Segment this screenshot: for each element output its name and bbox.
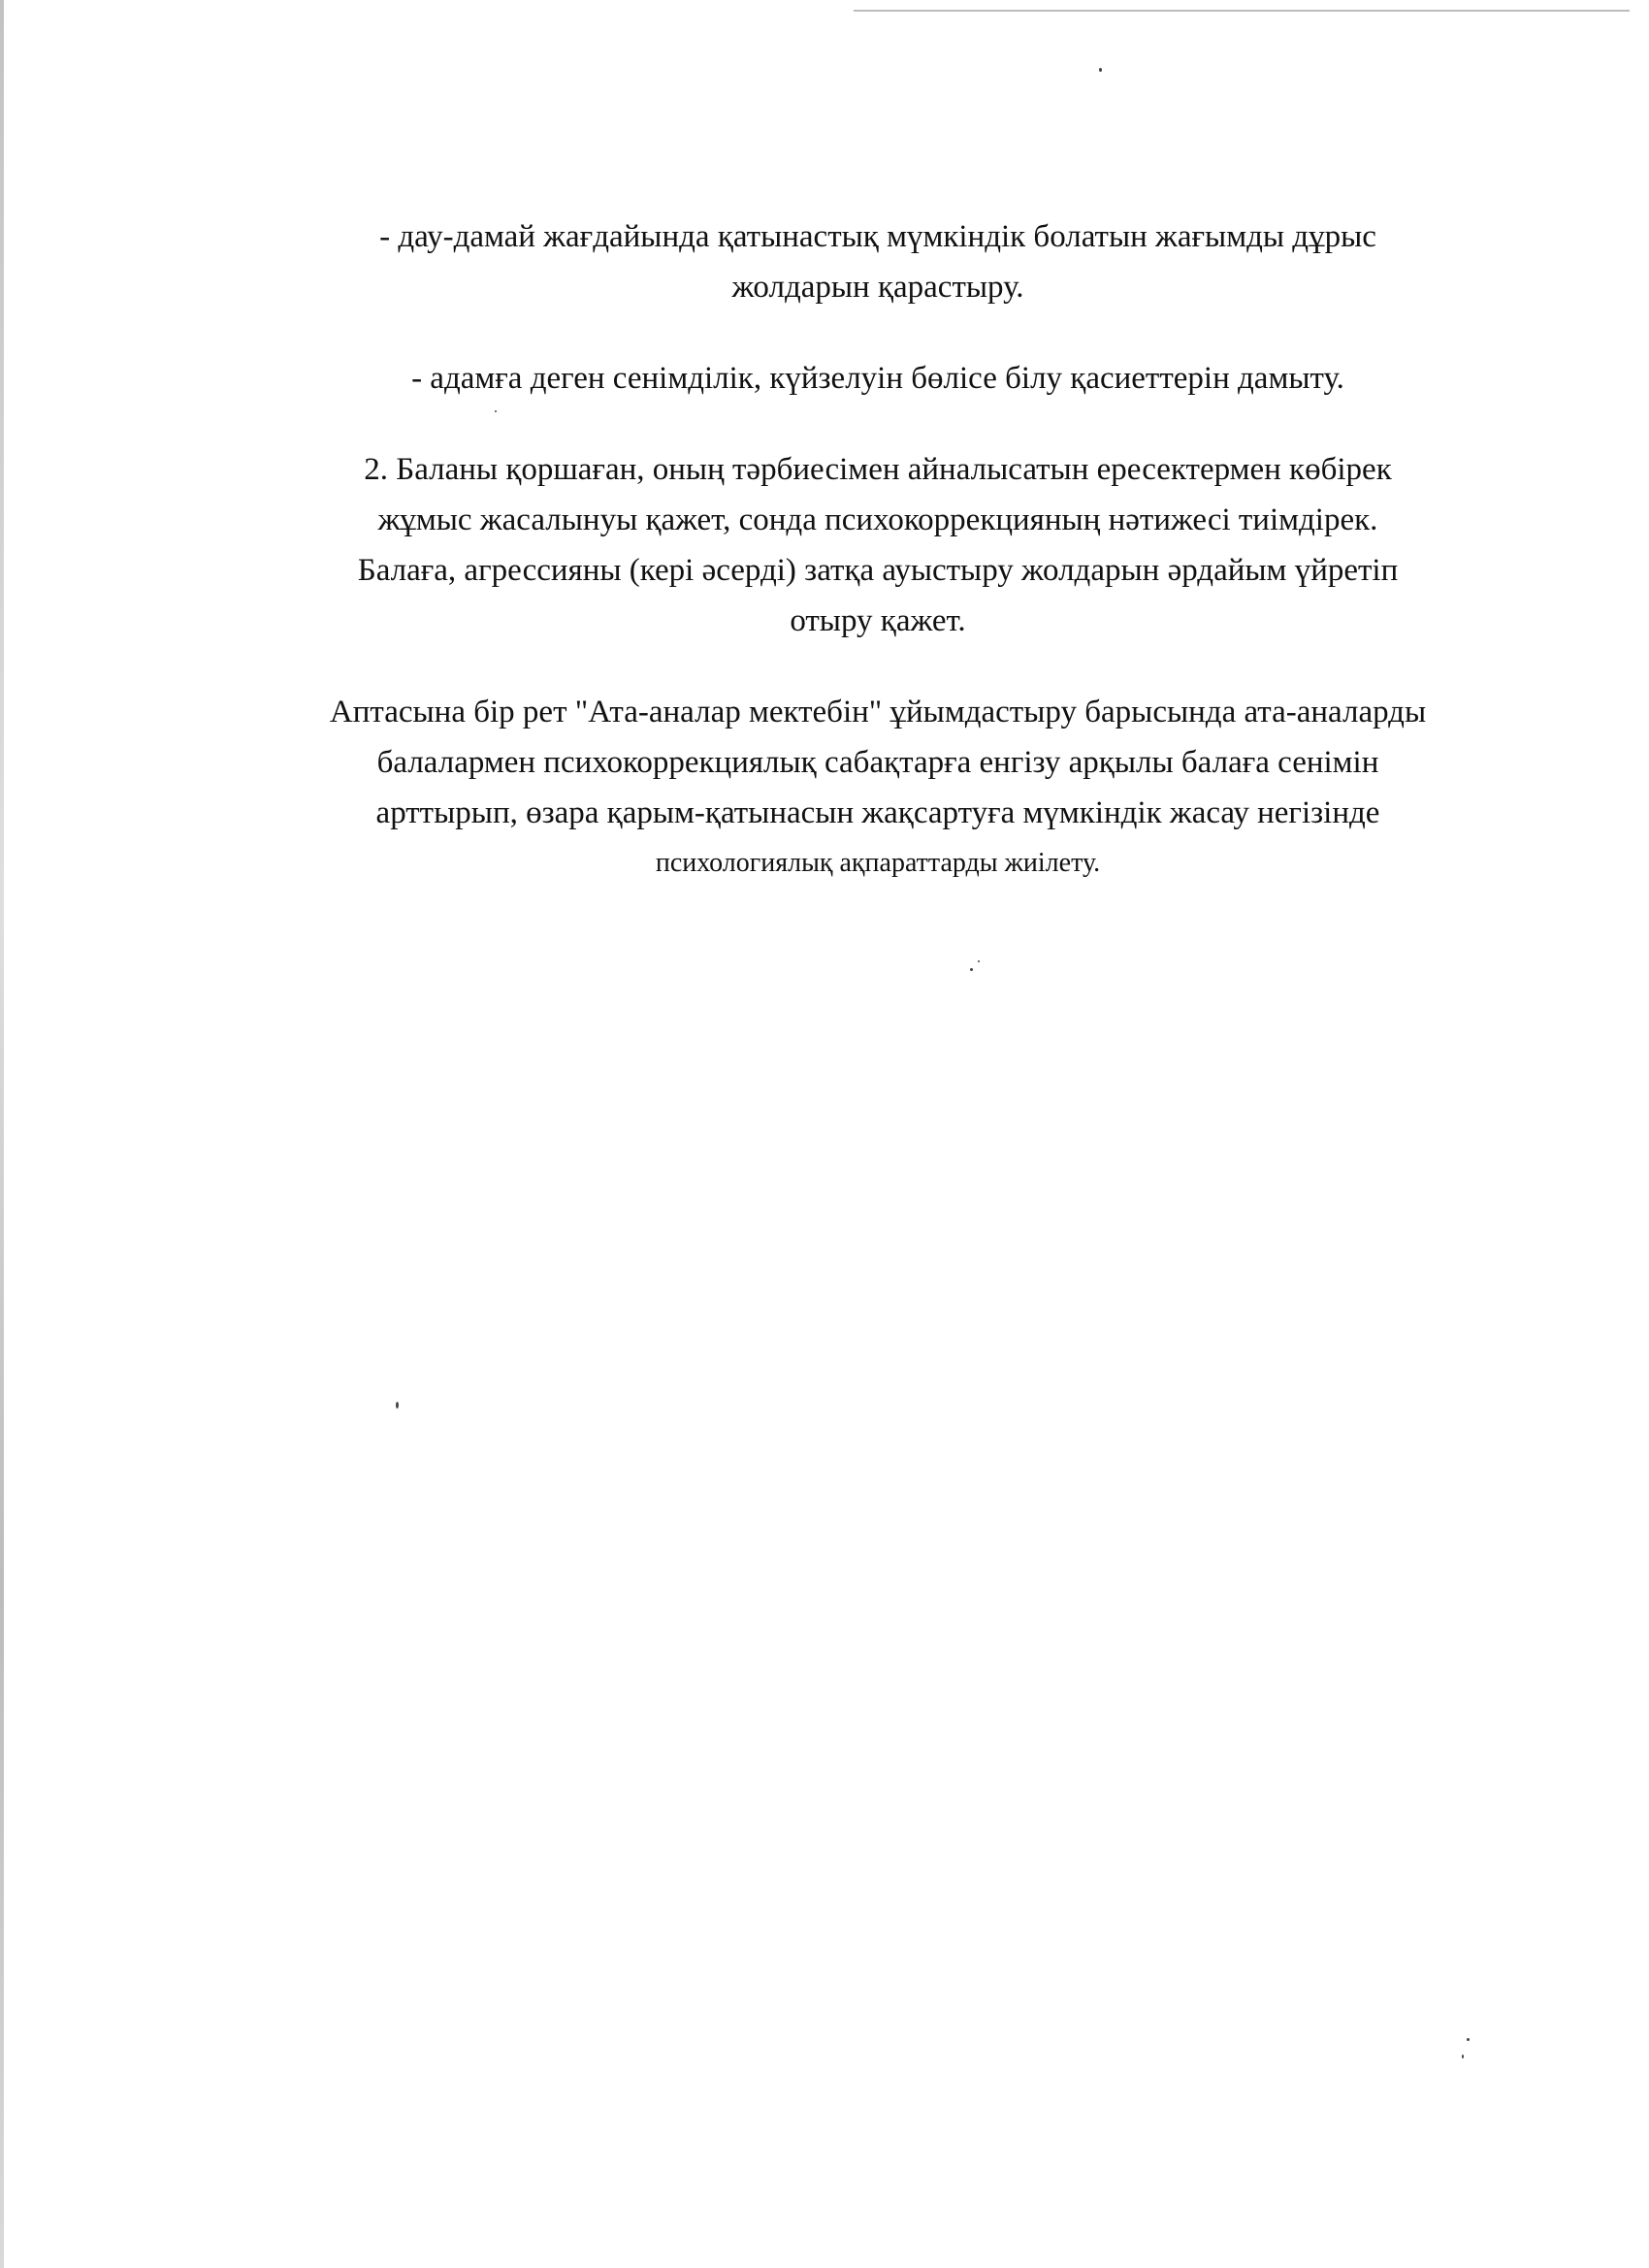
scan-speck [1467,2038,1470,2041]
text-line: - дау-дамай жағдайында қатынастық мүмкіндік болатын жағымды дұрыс [379,219,1376,254]
scan-speck [978,960,980,962]
text-line: арттырып, өзара қарым-қатынасын жақсартуға мүмкіндік жасау негізінде [375,795,1380,830]
scan-speck [396,1402,399,1409]
text-line: Балаға, агрессияны (кері әсерді) затқа ауыстыру жолдарын әрдайым үйретіп [357,553,1399,588]
text-line: психологиялық ақпараттарды жиілету. [655,848,1101,878]
paragraph-trust [247,353,1508,404]
scan-speck [1462,2055,1464,2058]
text-line: жұмыс жасалынуы қажет, сонда психокоррекцияның нәтижесі тиімдірек. [377,502,1378,537]
text-line: жолдарын қарастыру. [731,270,1024,305]
text-line: - адамға деген сенімділік, күйзелуін бөлісе білу қасиеттерін дамыту. [411,361,1344,396]
text-line: 2. Баланы қоршаған, оның тәрбиесімен айналысатын ересектермен көбірек [364,452,1392,487]
paragraph-conflict-resolution [247,211,1508,312]
paragraph-parents-school [247,687,1508,889]
scan-top-line [854,10,1630,12]
text-line: балалармен психокоррекциялық сабақтарға енгізу арқылы балаға сенімін [376,745,1379,780]
scan-left-edge [0,0,4,2268]
paragraph-adults-work [247,444,1508,646]
scan-speck [970,968,973,971]
scan-speck [1099,68,1102,72]
document-page [247,204,1508,889]
text-line: отыру қажет. [790,603,966,638]
text-line: Аптасына бір рет "Ата-аналар мектебін" ұйымдастыру барысында ата-аналарды [329,695,1427,729]
